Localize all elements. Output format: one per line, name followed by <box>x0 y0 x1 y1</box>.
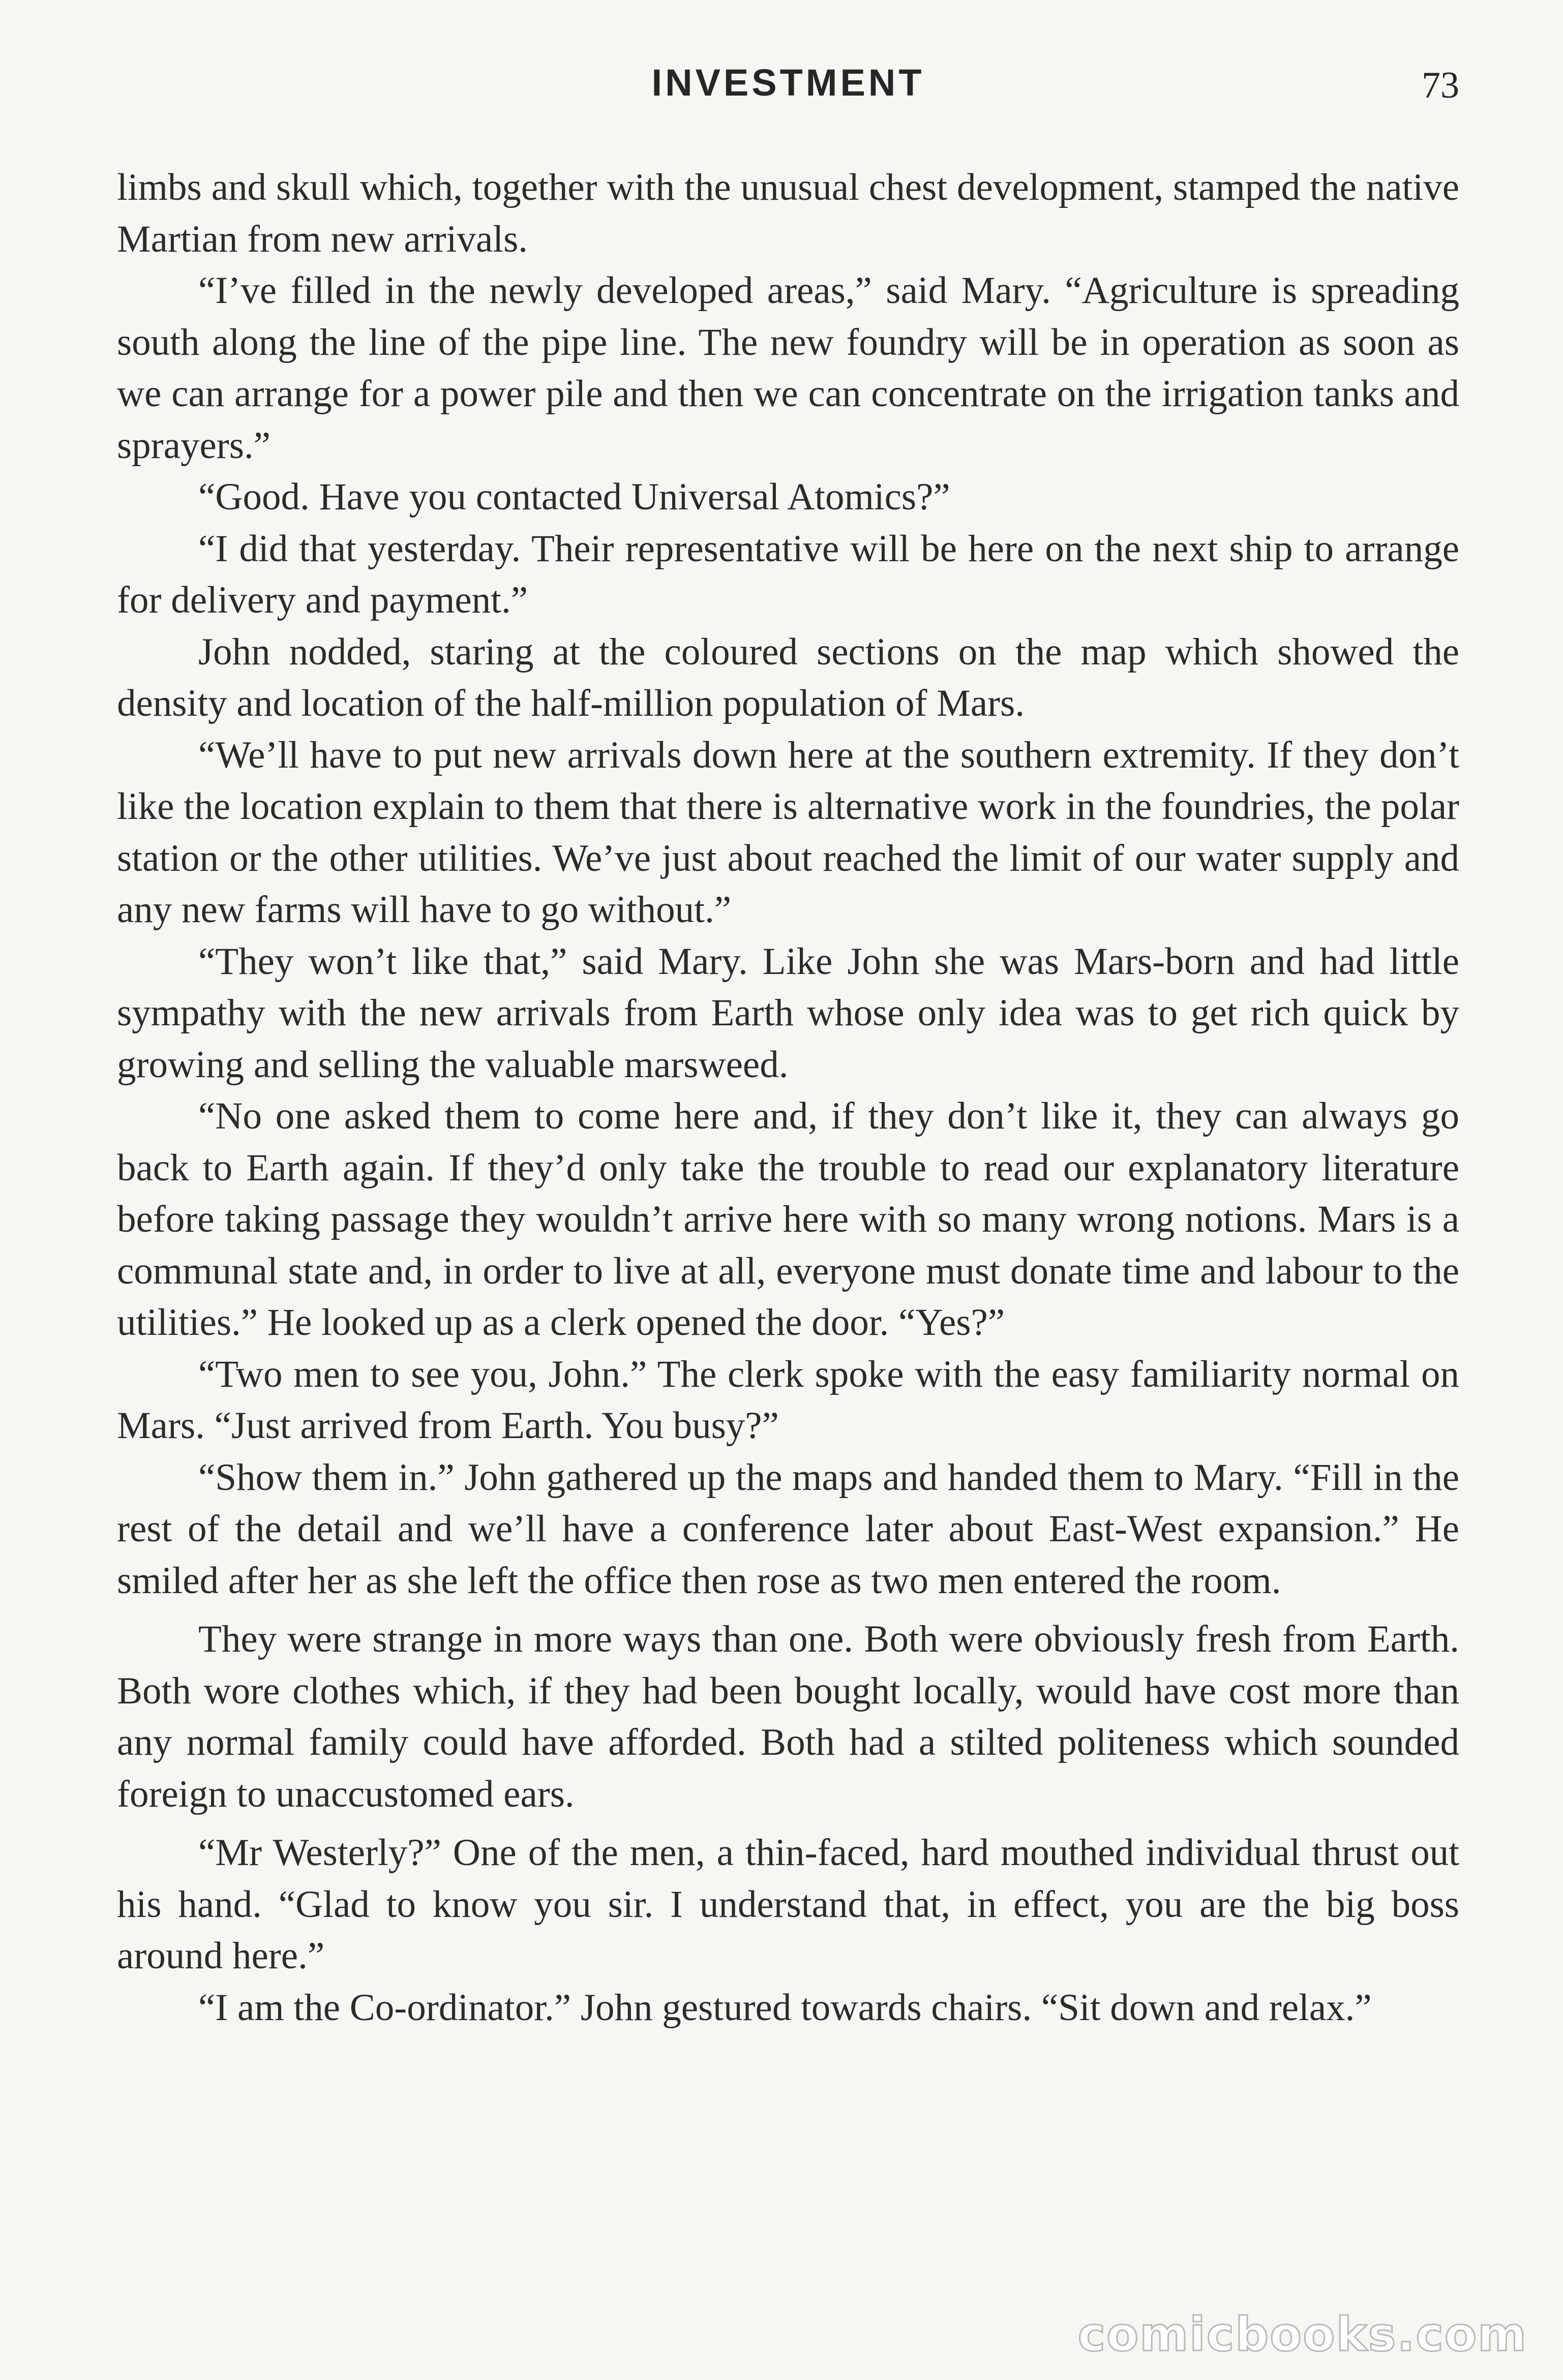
paragraph: “They won’t like that,” said Mary. Like John she was Mars-born and had little sympathy with the new arrivals from Earth whose only idea was to get rich quick by growing and selling the valuable marsweed. <box>117 940 1459 1086</box>
body-text <box>117 162 1459 2033</box>
paragraph: “Show them in.” John gathered up the maps and handed them to Mary. “Fill in the rest of the detail and we’ll have a conference later about East-West expansion.” He smiled after her as she left the office then rose as two men entered the room. <box>117 1456 1459 1602</box>
paragraph: limbs and skull which, together with the unusual chest development, stamped the native Martian from new arrivals. <box>117 166 1459 260</box>
paragraph: “Good. Have you contacted Universal Atomics?” <box>198 476 950 518</box>
paragraph: “I’ve filled in the newly developed areas,” said Mary. “Agriculture is spreading south along the line of the pipe line. The new foundry will be in operation as soon as we can arrange for a power pile and then we can concentrate on the irrigation tanks and sprayers.” <box>117 269 1459 467</box>
paragraph: John nodded, staring at the coloured sections on the map which showed the density and location of the half-million population of Mars. <box>117 630 1459 724</box>
page-number: 73 <box>1422 65 1459 106</box>
section-title: INVESTMENT <box>651 62 925 104</box>
watermark-logo: comicbooks.com <box>1077 2307 1527 2362</box>
paragraph: “I did that yesterday. Their representative will be here on the next ship to arrange for delivery and payment.” <box>117 527 1459 621</box>
paragraph: “I am the Co-ordinator.” John gestured towards chairs. “Sit down and relax.” <box>198 1986 1372 2029</box>
paragraph: “Mr Westerly?” One of the men, a thin-faced, hard mouthed individual thrust out his hand. “Glad to know you sir. I understand that, in effect, you are the big boss around here.” <box>117 1832 1459 1977</box>
paragraph: They were strange in more ways than one. Both were obviously fresh from Earth. Both wore clothes which, if they had been bought locally, would have cost more than any normal family could have afforded. Both had a stilted politeness which sounded foreign to unaccustomed ears. <box>117 1618 1459 1815</box>
paragraph: “We’ll have to put new arrivals down here at the southern extremity. If they don’t like the location explain to them that there is alternative work in the foundries, the polar station or the other utilities. We’ve just about reached the limit of our water supply and any new farms will have to go without.” <box>117 734 1459 931</box>
running-head <box>117 61 1459 117</box>
paragraph: “No one asked them to come here and, if they don’t like it, they can always go back to Earth again. If they’d only take the trouble to read our explanatory literature before taking passage they wouldn’t arrive here with so many wrong notions. Mars is a communal state and, in order to live at all, everyone must donate time and labour to the utilities.” He looked up as a clerk opened the door. “Yes?” <box>117 1095 1459 1344</box>
paragraph: “Two men to see you, John.” The clerk spoke with the easy familiarity normal on Mars. “Just arrived from Earth. You busy?” <box>117 1353 1459 1447</box>
